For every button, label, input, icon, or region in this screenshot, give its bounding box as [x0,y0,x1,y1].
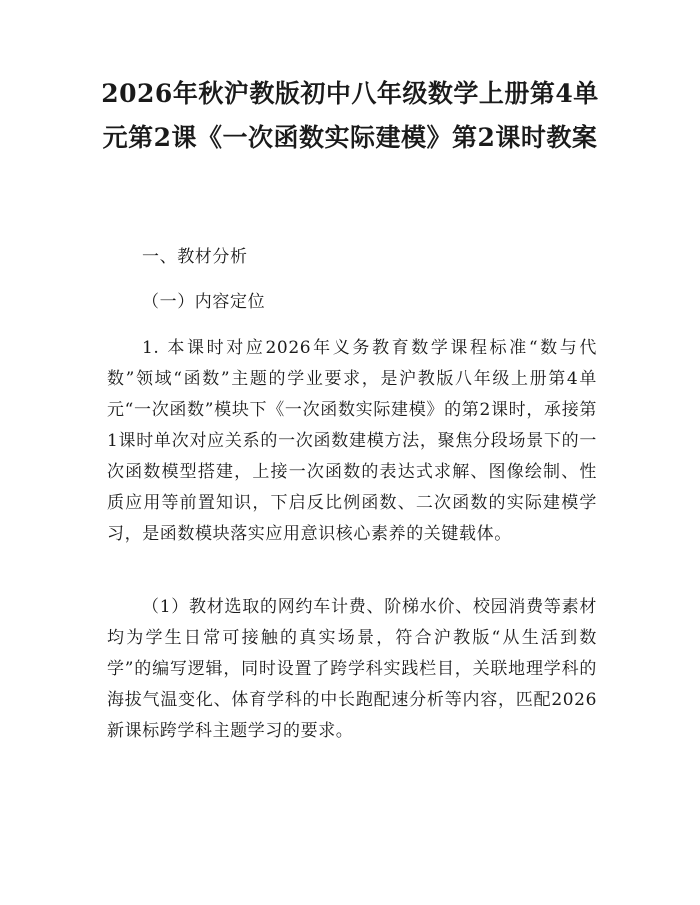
body-paragraph: （1）教材选取的网约车计费、阶梯水价、校园消费等素材均为学生日常可接触的真实场景，符合沪教版“从生活到数学”的编写逻辑，同时设置了跨学科实践栏目，关联地理学科的海拔气温变化、体育学科的中长跑配速分析等内容，匹配2026新课标跨学科主题学习的要求。 [107,597,597,741]
body-paragraph: 1. 本课时对应2026年义务教育数学课程标准“数与代数”领域“函数”主题的学业要求，是沪教版八年级上册第4单元“一次函数”模块下《一次函数实际建模》的第2课时，承接第1课时单次对应关系的一次函数建模方法，聚焦分段场景下的一次函数模型搭建，上接一次函数的表达式求解、图像绘制、性质应用等前置知识，下启反比例函数、二次函数的实际建模学习，是函数模块落实应用意识核心素养的关键载体。 [107,338,597,544]
document-title: 2026年秋沪教版初中八年级数学上册第4单元第2课《一次函数实际建模》第2课时教案 [101,79,599,152]
section-heading: 一、教材分析 [142,247,248,267]
subsection-heading: （一）内容定位 [142,292,266,312]
